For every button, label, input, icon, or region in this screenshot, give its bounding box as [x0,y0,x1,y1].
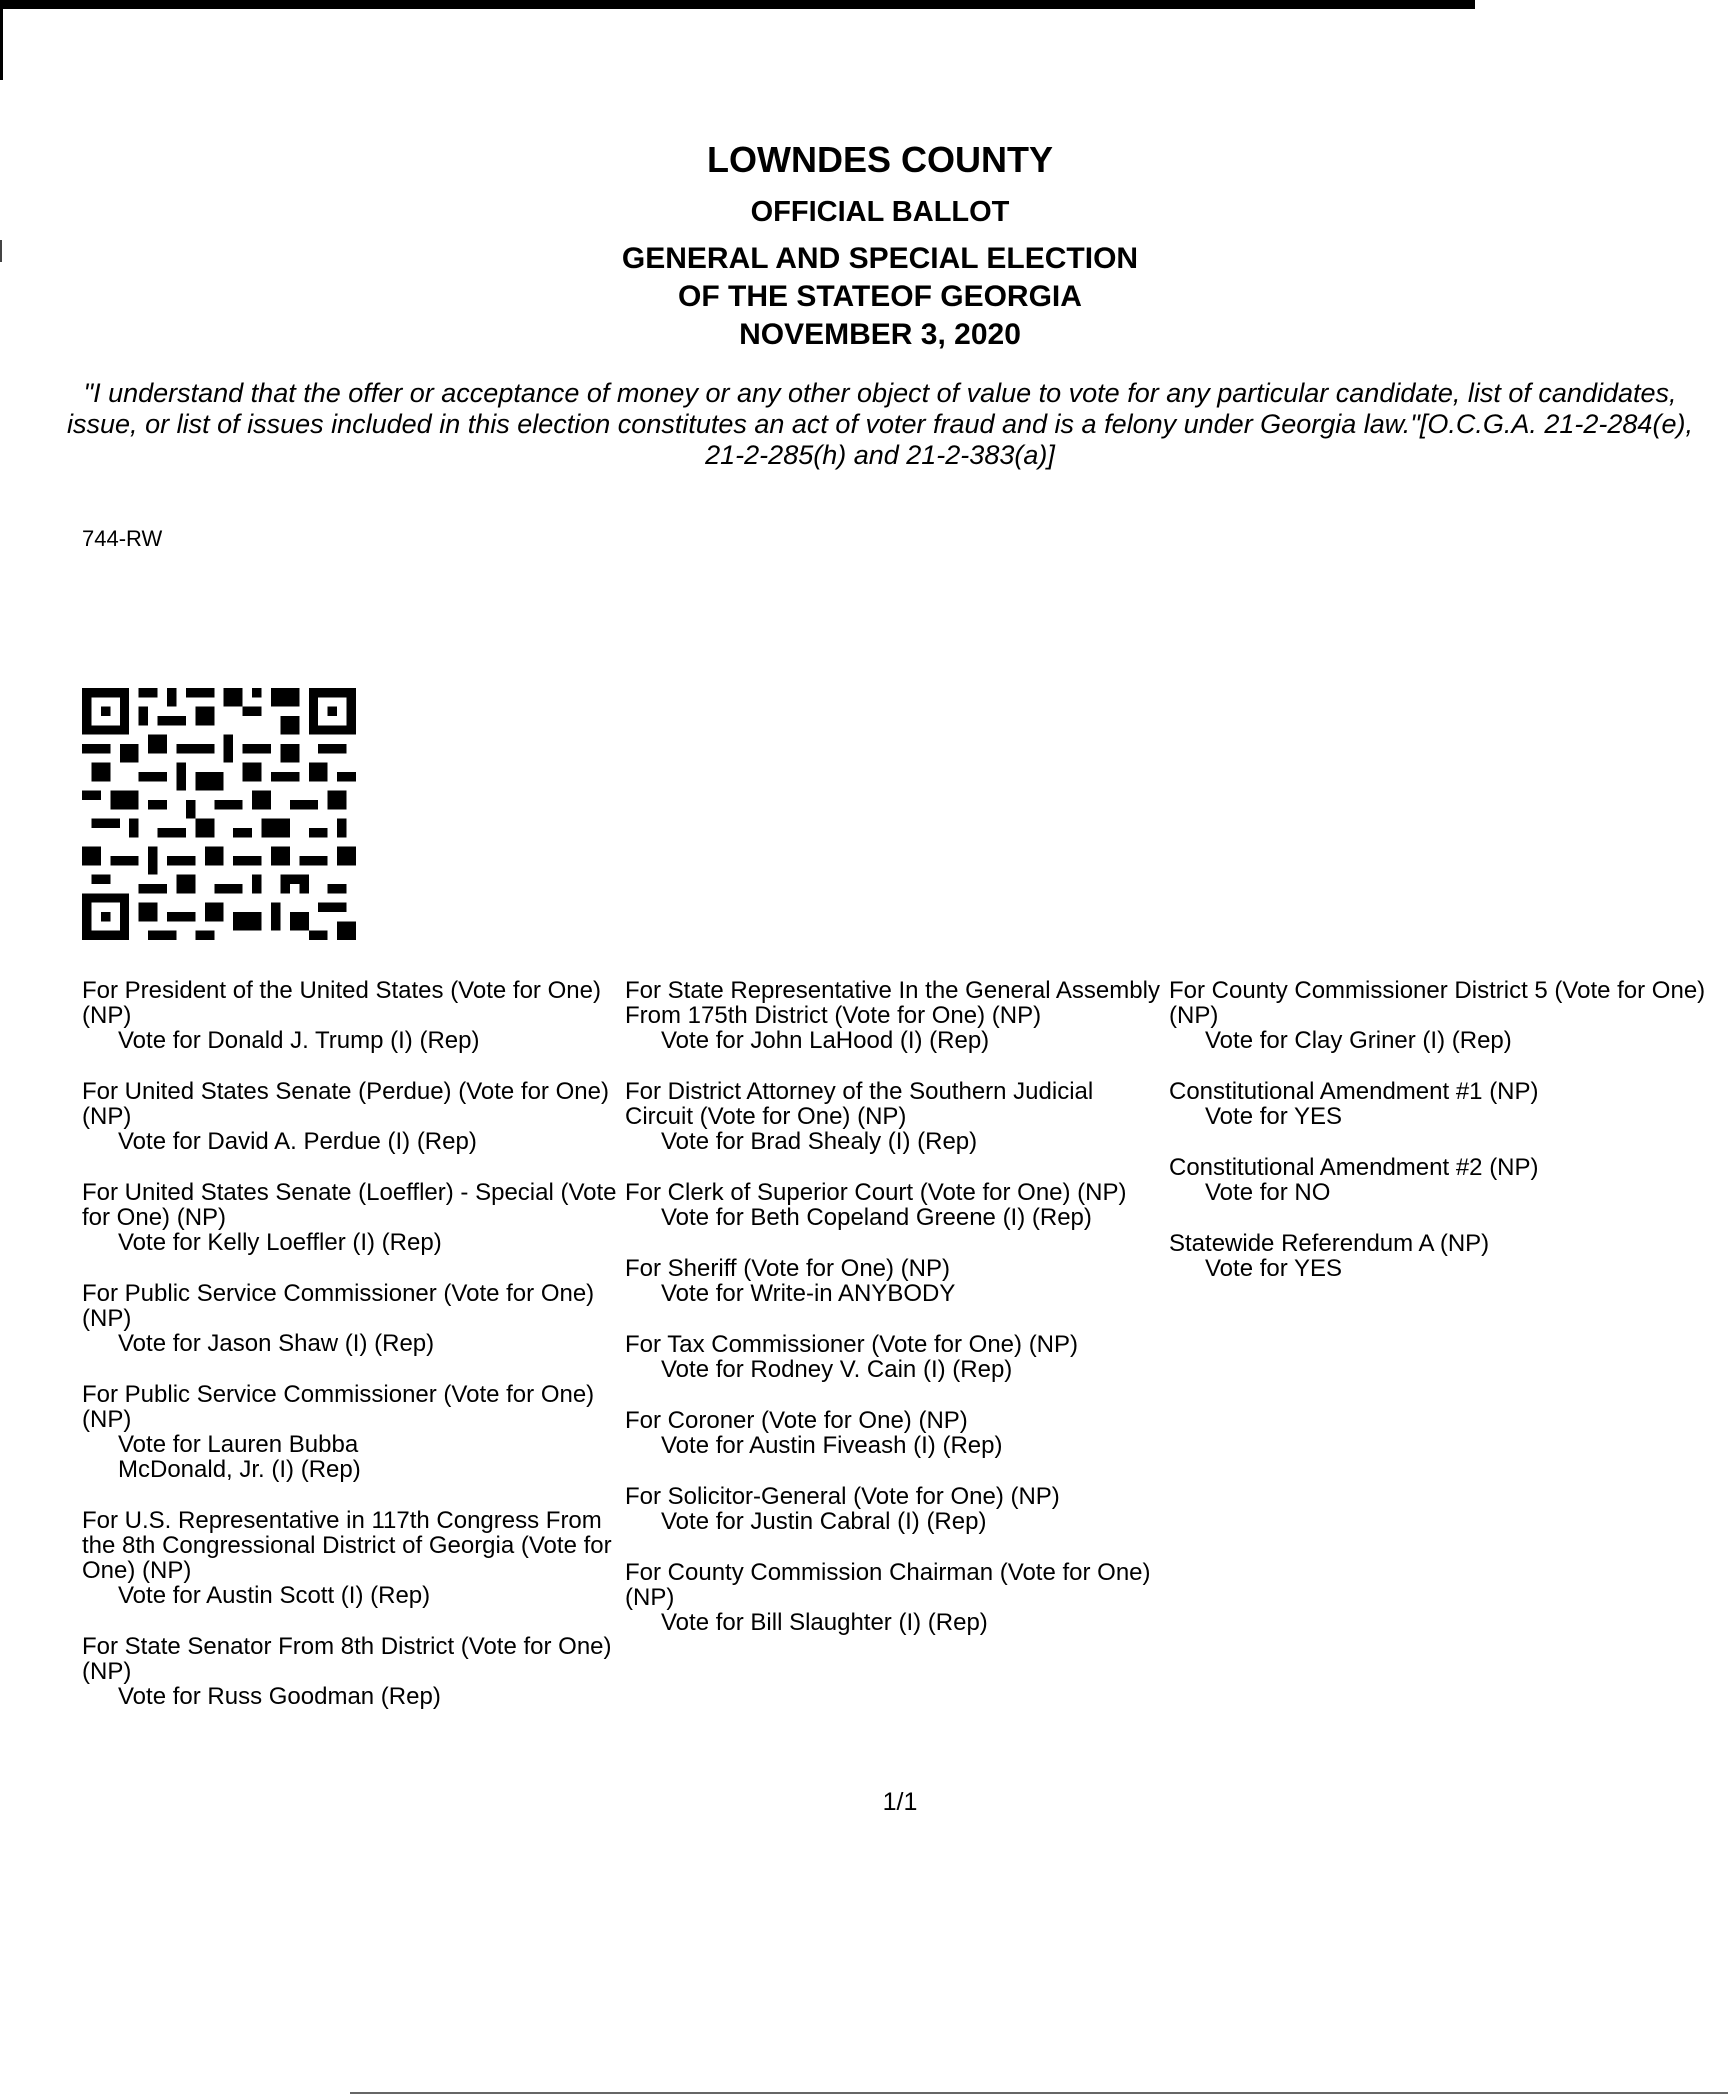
race-title: For State Senator From 8th District (Vote for One) (NP) [82,1633,612,1685]
ballot-header [0,138,1728,354]
race-title: Constitutional Amendment #1 (NP) [1169,1078,1539,1105]
race-title: For County Commission Chairman (Vote for One) (NP) [625,1559,1151,1611]
race-selection: Vote for Rodney V. Cain (I) (Rep) [661,1356,1013,1383]
ballot-column-2 [625,978,1165,1661]
race-title: For County Commissioner District 5 (Vote for One) (NP) [1169,978,1706,1029]
race-title: For Tax Commissioner (Vote for One) (NP) [625,1331,1079,1358]
race-constitutional-amendment-1 [1169,1079,1709,1129]
race-selection: Vote for Write-in ANYBODY [661,1280,956,1307]
race-tax-commissioner [625,1332,1165,1382]
race-county-commissioner-d5 [1169,978,1709,1053]
race-selection: Vote for Jason Shaw (I) (Rep) [118,1330,435,1357]
election-title [0,240,1728,354]
scan-edge-bottom [350,2092,1728,2094]
race-sheriff [625,1256,1165,1306]
race-selection: Vote for Kelly Loeffler (I) (Rep) [118,1229,442,1256]
race-title: For Sheriff (Vote for One) (NP) [625,1255,950,1282]
race-title: For President of the United States (Vote for One) (NP) [82,977,601,1029]
race-selection: Vote for NO [1205,1179,1331,1206]
race-selection: Vote for David A. Perdue (I) (Rep) [118,1128,477,1155]
qr-code-icon [82,688,356,940]
race-us-representative [82,1508,622,1608]
race-public-service-commissioner-2 [82,1382,622,1482]
election-line-2: OF THE STATEOF GEORGIA [678,280,1082,313]
race-title: For District Attorney of the Southern Judicial Circuit (Vote for One) (NP) [625,1078,1094,1130]
race-selection: Vote for Bill Slaughter (I) (Rep) [661,1609,988,1636]
race-selection: Vote for Lauren Bubba McDonald, Jr. (I) (Rep) [118,1431,361,1483]
ballot-column-1 [82,978,622,1735]
race-us-senate-loeffler [82,1180,622,1255]
race-selection: Vote for Donald J. Trump (I) (Rep) [118,1027,480,1054]
ballot-column-3 [1169,978,1709,1307]
election-line-1: GENERAL AND SPECIAL ELECTION [621,242,1139,275]
scan-edge-top [0,0,1475,9]
race-title: For Solicitor-General (Vote for One) (NP) [625,1483,1060,1510]
race-selection: Vote for Beth Copeland Greene (I) (Rep) [661,1204,1092,1231]
race-selection: Vote for Brad Shealy (I) (Rep) [661,1128,978,1155]
scan-edge-left [0,0,3,80]
ballot-style-id: 744-RW [82,526,163,551]
race-title: For United States Senate (Perdue) (Vote for One) (NP) [82,1078,609,1130]
race-president [82,978,622,1053]
election-date: NOVEMBER 3, 2020 [739,318,1021,351]
ballot-type: OFFICIAL BALLOT [750,196,1010,228]
race-selection: Vote for Justin Cabral (I) (Rep) [661,1508,987,1535]
race-coroner [625,1408,1165,1458]
race-selection: Vote for Russ Goodman (Rep) [118,1683,441,1710]
race-title: Constitutional Amendment #2 (NP) [1169,1154,1539,1181]
race-title: For Public Service Commissioner (Vote for One) (NP) [82,1381,595,1433]
race-statewide-referendum-a [1169,1231,1709,1281]
race-solicitor-general [625,1484,1165,1534]
race-title: Statewide Referendum A (NP) [1169,1230,1490,1257]
race-selection: Vote for YES [1205,1255,1342,1282]
race-us-senate-perdue [82,1079,622,1154]
race-title: For State Representative In the General Assembly From 175th District (Vote for One) (NP) [625,977,1160,1029]
race-constitutional-amendment-2 [1169,1155,1709,1205]
race-state-senator [82,1634,622,1709]
race-county-commission-chairman [625,1560,1165,1635]
race-selection: Vote for YES [1205,1103,1342,1130]
race-title: For Public Service Commissioner (Vote for One) (NP) [82,1280,595,1332]
race-district-attorney [625,1079,1165,1154]
race-title: For United States Senate (Loeffler) - Special (Vote for One) (NP) [82,1179,617,1231]
race-title: For U.S. Representative in 117th Congress From the 8th Congressional District of Georgia (Vote for One) (NP) [82,1507,612,1584]
race-selection: Vote for Austin Scott (I) (Rep) [118,1582,431,1609]
race-title: For Coroner (Vote for One) (NP) [625,1407,968,1434]
race-clerk-superior-court [625,1180,1165,1230]
county-title: LOWNDES COUNTY [707,139,1053,180]
page-number: 1/1 [882,1788,918,1816]
voter-fraud-statement: "I understand that the offer or acceptance of money or any other object of value to vote for any particular candidate, list of candidates, issue, or list of issues included in this election constitutes an act of voter fraud and is a felony under Georgia law."[O.C.G.A. 21-2-284(e), 21-2-285(h) and 21-2-383(a)] [67,378,1693,470]
race-public-service-commissioner-1 [82,1281,622,1356]
race-selection: Vote for Austin Fiveash (I) (Rep) [661,1432,1003,1459]
race-selection: Vote for Clay Griner (I) (Rep) [1205,1027,1512,1054]
race-selection: Vote for John LaHood (I) (Rep) [661,1027,990,1054]
race-state-representative [625,978,1165,1053]
race-title: For Clerk of Superior Court (Vote for One) (NP) [625,1179,1127,1206]
